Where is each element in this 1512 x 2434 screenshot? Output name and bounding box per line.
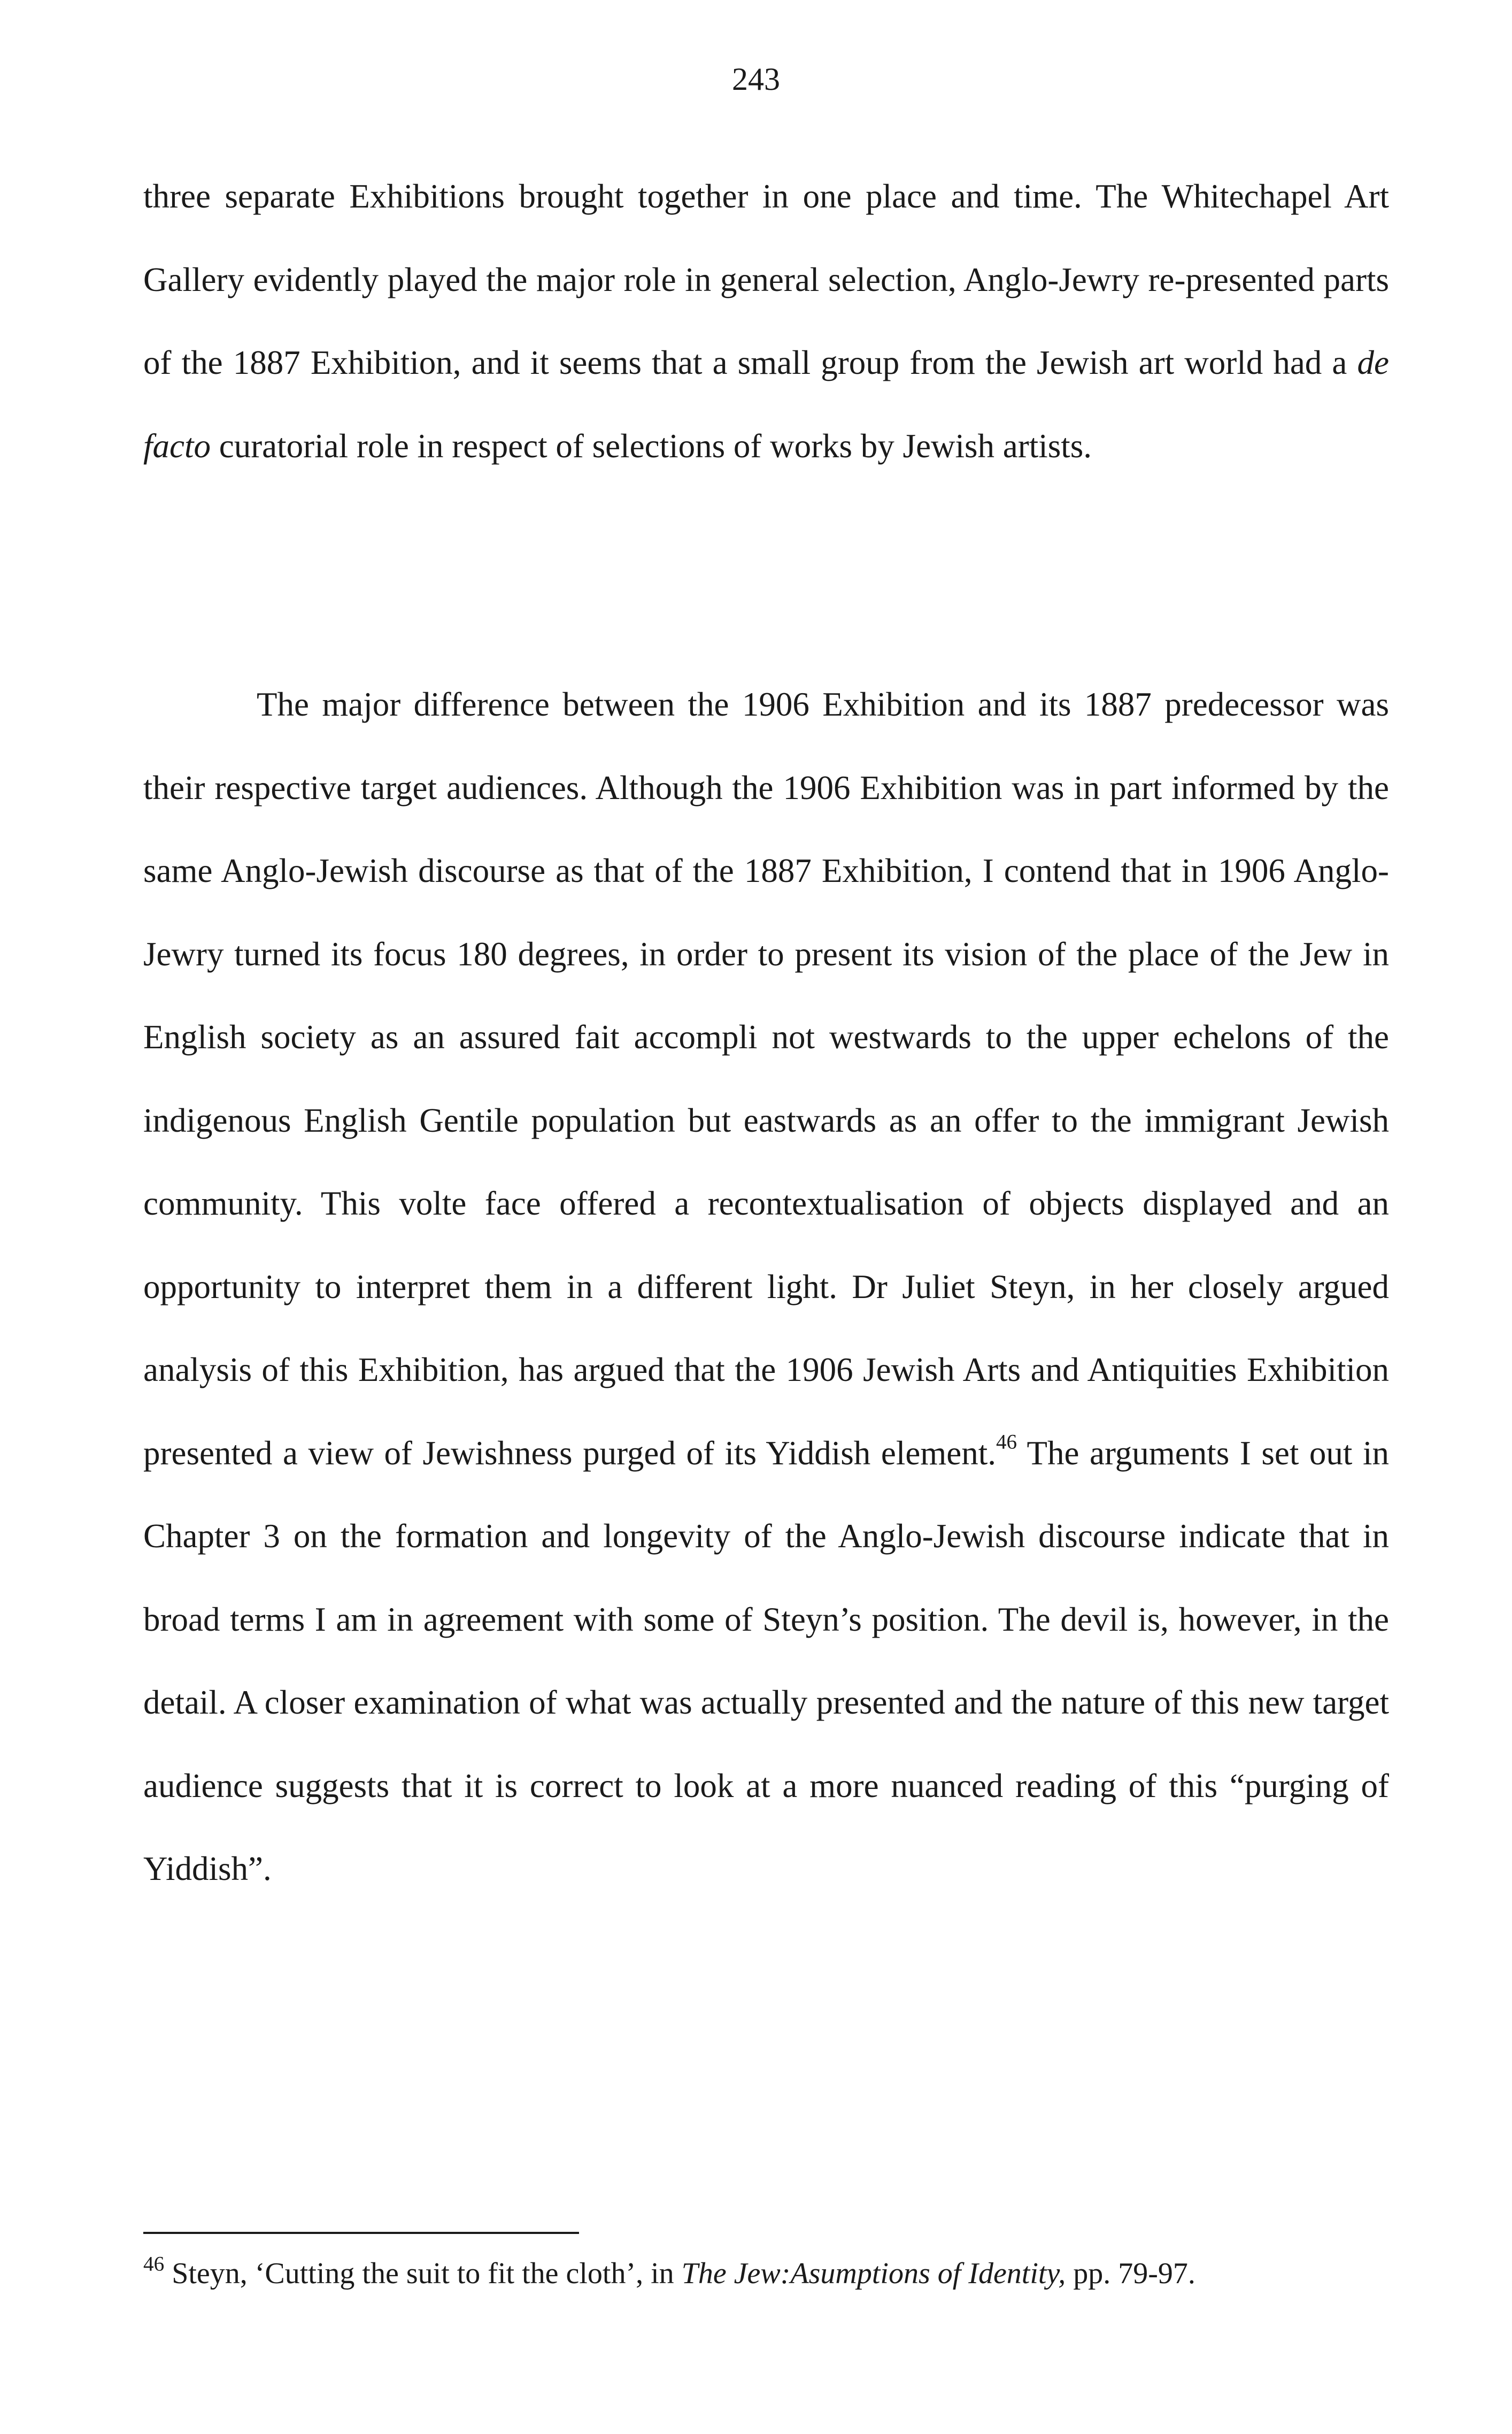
footnote-text-b: pp. 79-97.: [1066, 2257, 1195, 2290]
paragraph-1: [143, 155, 1389, 488]
paragraph-1-italic: de facto: [143, 344, 1389, 465]
paragraph-1-text-a: three separate Exhibitions brought together in one place and time. The Whitechapel Art Gallery evidently played the major role in general selection, Anglo-Jewry re-presented parts of the 1887 Exhibition, and it seems that a small group from the Jewish art world had a: [143, 178, 1389, 381]
paragraph-2-text-b: The arguments I set out in Chapter 3 on the formation and longevity of the Anglo-Jewish discourse indicate that in broad terms I am in agreement with some of Steyn’s position. The devil is, however, in the detail. A closer examination of what was actually presented and the nature of this new target audience suggests that it is correct to look at a more nuanced reading of this “purging of Yiddish”.: [143, 1434, 1389, 1887]
footnote-number: 46: [143, 2252, 165, 2276]
footnote: [143, 2254, 1389, 2293]
paragraph-2-text-a: The major difference between the 1906 Exhibition and its 1887 predecessor was their respective target audiences. Although the 1906 Exhibition was in part informed by the same Anglo-Jewish discourse as that of the 1887 Exhibition, I contend that in 1906 Anglo-Jewry turned its focus 180 degrees, in order to present its vision of the place of the Jew in English society as an assured fait accompli not westwards to the upper echelons of the indigenous English Gentile population but eastwards as an offer to the immigrant Jewish community. This volte face offered a recontextualisation of objects displayed and an opportunity to interpret them in a different light. Dr Juliet Steyn, in her closely argued analysis of this Exhibition, has argued that the 1906 Jewish Arts and Antiquities Exhibition presented a view of Jewishness purged of its Yiddish element.: [143, 686, 1389, 1472]
page-number: 243: [732, 62, 780, 97]
footnote-text-a: Steyn, ‘Cutting the suit to fit the cloth’, in: [164, 2257, 682, 2290]
paragraph-2: [143, 663, 1389, 1911]
footnote-reference: 46: [996, 1430, 1017, 1454]
footnote-title: The Jew:Asumptions of Identity,: [681, 2257, 1066, 2290]
paragraph-1-text-b: curatorial role in respect of selections of works by Jewish artists.: [210, 427, 1092, 465]
footnote-divider: [143, 2232, 579, 2234]
